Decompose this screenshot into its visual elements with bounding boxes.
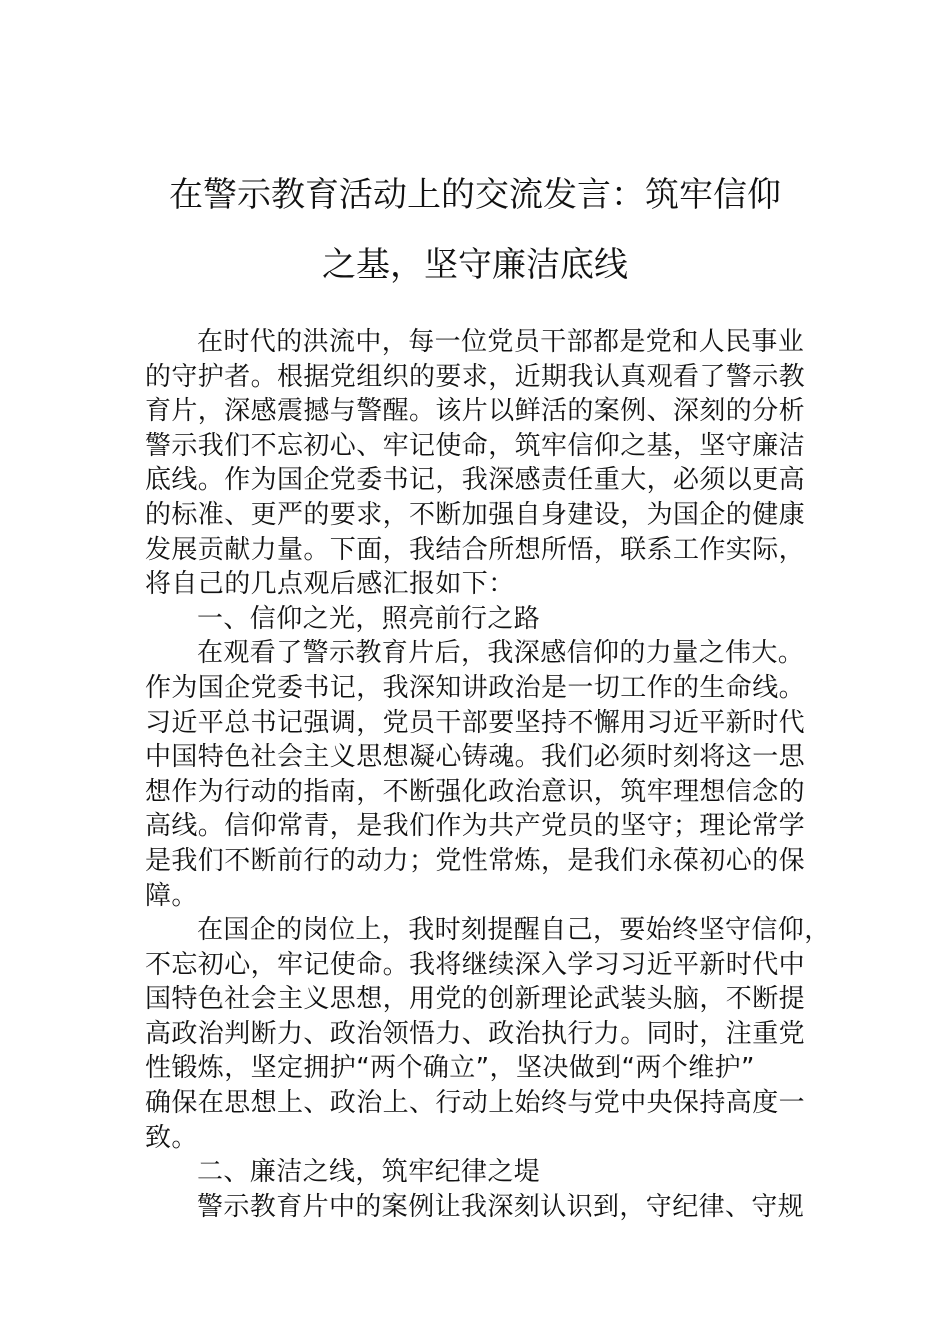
text-line: 作为国企党委书记，我深知讲政治是一切工作的生命线。 xyxy=(145,672,806,703)
title-line: 在警示教育活动上的交流发言：筑牢信仰 xyxy=(169,175,781,215)
text-line: 的标准、更严的要求，不断加强自身建设，为国企的健康 xyxy=(145,499,806,530)
text-line: 在时代的洪流中，每一位党员干部都是党和人民事业 xyxy=(197,327,805,357)
title-line: 之基，坚守廉洁底线 xyxy=(322,245,628,285)
text-line: 发展贡献力量。下面，我结合所想所悟，联系工作实际， xyxy=(145,534,806,565)
text-line: 习近平总书记强调，党员干部要坚持不懈用习近平新时代 xyxy=(145,707,806,738)
text-line: 确保在思想上、政治上、行动上始终与党中央保持高度一 xyxy=(145,1088,806,1119)
document-body xyxy=(145,325,831,1224)
text-line: 国特色社会主义思想，用党的创新理论武装头脑，不断提 xyxy=(145,984,806,1015)
document-title xyxy=(120,160,830,300)
text-line: 二、廉洁之线，筑牢纪律之堤 xyxy=(197,1157,541,1188)
text-line: 高线。信仰常青，是我们作为共产党员的坚守；理论常学 xyxy=(145,811,806,842)
text-line: 中国特色社会主义思想凝心铸魂。我们必须时刻将这一思 xyxy=(145,742,806,773)
text-line: 一、信仰之光，照亮前行之路 xyxy=(197,603,541,634)
text-line: 育片，深感震撼与警醒。该片以鲜活的案例、深刻的分析 xyxy=(145,396,806,427)
text-line: 致。 xyxy=(145,1122,198,1153)
text-line: 在观看了警示教育片后，我深感信仰的力量之伟大。 xyxy=(197,638,805,669)
text-line: 将自己的几点观后感汇报如下： xyxy=(145,569,515,600)
text-line: 想作为行动的指南，不断强化政治意识，筑牢理想信念的 xyxy=(145,776,806,807)
text-line: 警示教育片中的案例让我深刻认识到，守纪律、守规 xyxy=(197,1191,805,1222)
text-line: 是我们不断前行的动力；党性常炼，是我们永葆初心的保 xyxy=(145,845,806,876)
text-line: 警示我们不忘初心、牢记使命，筑牢信仰之基，坚守廉洁 xyxy=(145,430,806,461)
text-line: 底线。作为国企党委书记，我深感责任重大，必须以更高 xyxy=(145,465,806,496)
text-line: 高政治判断力、政治领悟力、政治执行力。同时，注重党 xyxy=(145,1018,806,1049)
text-line: 的守护者。根据党组织的要求，近期我认真观看了警示教 xyxy=(145,361,806,392)
text-line: 障。 xyxy=(145,880,198,911)
text-line: 在国企的岗位上，我时刻提醒自己，要始终坚守信仰， xyxy=(197,915,831,946)
text-line: 性锻炼，坚定拥护“两个确立”，坚决做到“两个维护” xyxy=(145,1053,755,1084)
text-line: 不忘初心，牢记使命。我将继续深入学习习近平新时代中 xyxy=(145,949,806,980)
